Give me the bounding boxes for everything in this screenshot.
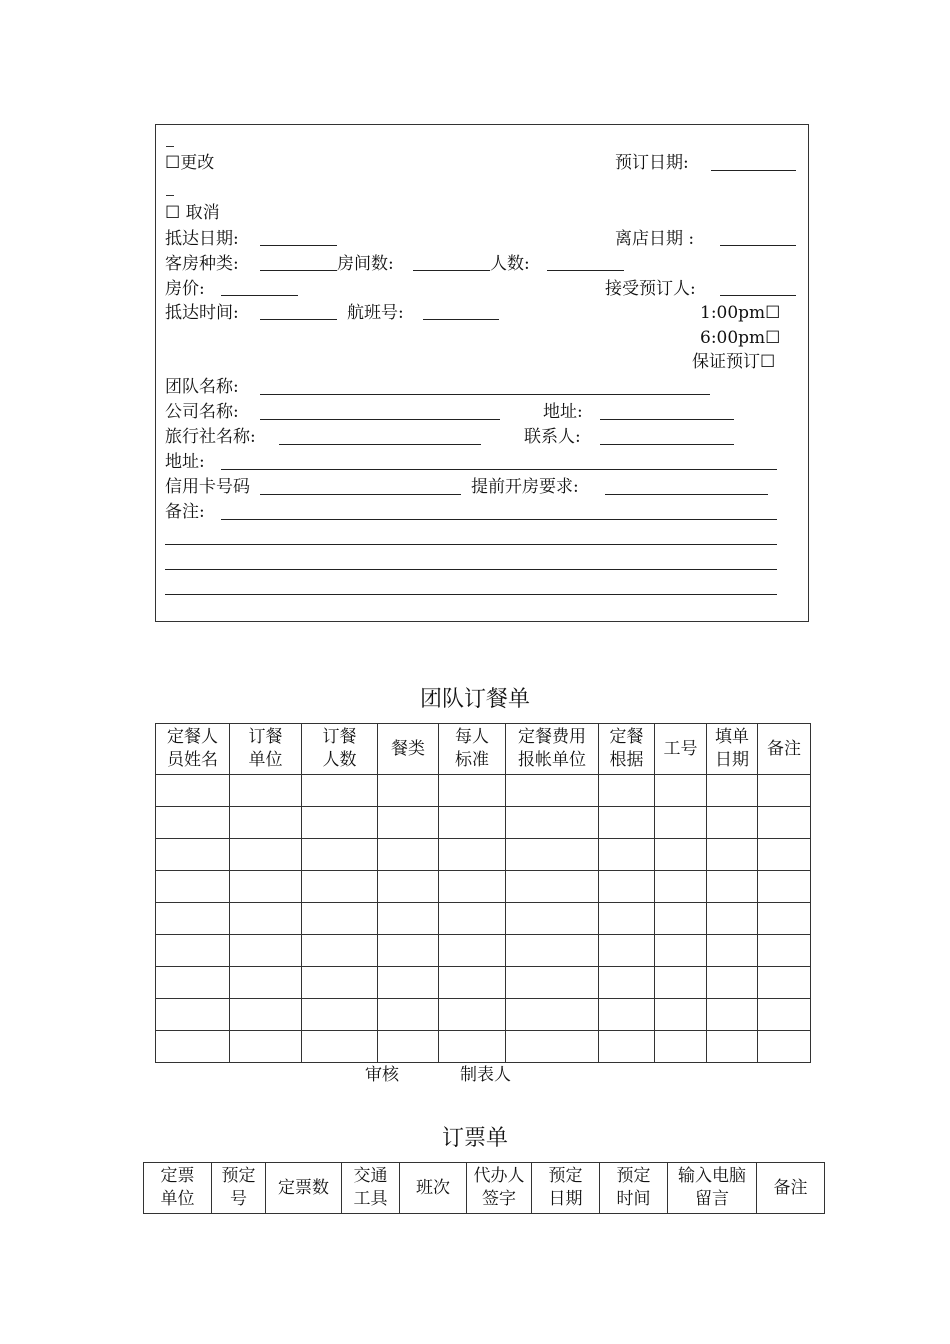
ticket-header-row [144, 1163, 825, 1214]
meal-col-header [302, 724, 378, 775]
table-cell[interactable] [506, 999, 599, 1031]
table-cell[interactable] [707, 807, 758, 839]
table-cell[interactable] [655, 999, 707, 1031]
table-cell[interactable] [378, 871, 439, 903]
table-cell[interactable] [758, 967, 811, 999]
table-cell[interactable] [302, 935, 378, 967]
table-cell[interactable] [230, 871, 302, 903]
table-cell[interactable] [302, 903, 378, 935]
table-cell[interactable] [707, 871, 758, 903]
table-cell[interactable] [506, 839, 599, 871]
meal-header-line: 工号 [663, 738, 698, 759]
ticket-col-header [532, 1163, 600, 1214]
ticket-header-line: 备注 [773, 1177, 808, 1198]
rate-field[interactable] [221, 295, 298, 296]
ticket-order-title: 订票单 [441, 1126, 508, 1151]
departure-date-label: 离店日期 : [615, 229, 695, 249]
travel-agency-label: 旅行社名称: [165, 427, 256, 447]
ticket-col-header [400, 1163, 467, 1214]
meal-header-line: 报帐单位 [518, 750, 586, 770]
group-name-label: 团队名称: [165, 377, 239, 397]
table-cell[interactable] [506, 1031, 599, 1063]
ticket-col-header [600, 1163, 668, 1214]
meal-header-line: 根据 [609, 750, 644, 770]
table-cell[interactable] [302, 967, 378, 999]
table-cell[interactable] [707, 903, 758, 935]
table-cell[interactable] [378, 935, 439, 967]
rate-label: 房价: [165, 279, 205, 299]
booking-date-label: 预订日期: [615, 153, 689, 173]
table-cell[interactable] [439, 935, 506, 967]
table-row [156, 903, 811, 935]
meal-header-row [156, 724, 811, 775]
table-row [156, 967, 811, 999]
address-label: 地址: [543, 402, 583, 422]
meal-header-line: 订餐 [248, 727, 283, 747]
table-cell[interactable] [439, 967, 506, 999]
reviewer-label: 审核 [365, 1065, 399, 1085]
table-cell[interactable] [707, 935, 758, 967]
ticket-order-table [143, 1162, 825, 1214]
table-cell[interactable] [655, 935, 707, 967]
table-cell[interactable] [655, 839, 707, 871]
table-row [156, 807, 811, 839]
group-name-field[interactable] [260, 394, 710, 395]
company-name-label: 公司名称: [165, 402, 239, 422]
table-cell[interactable] [156, 1031, 230, 1063]
table-row [156, 1031, 811, 1063]
travel-agency-field[interactable] [279, 444, 481, 445]
table-cell[interactable] [378, 999, 439, 1031]
table-cell[interactable] [655, 1031, 707, 1063]
booked-by-field[interactable] [720, 295, 796, 296]
arrival-date-label: 抵达日期: [165, 229, 239, 249]
credit-card-field[interactable] [260, 494, 461, 495]
meal-header-line: 填单 [715, 727, 749, 747]
table-cell[interactable] [302, 999, 378, 1031]
meal-order-title: 团队订餐单 [419, 687, 530, 712]
table-cell[interactable] [655, 967, 707, 999]
table-cell[interactable] [506, 903, 599, 935]
meal-header-line: 日期 [715, 750, 749, 770]
table-cell[interactable] [758, 999, 811, 1031]
table-cell[interactable] [156, 871, 230, 903]
arrival-time-label: 抵达时间: [165, 303, 239, 323]
table-cell[interactable] [230, 839, 302, 871]
guest-count-label: 人数: [490, 254, 530, 274]
arrival-date-field[interactable] [260, 245, 337, 246]
table-cell[interactable] [707, 775, 758, 807]
remarks-line[interactable] [165, 594, 777, 595]
table-row [156, 999, 811, 1031]
meal-col-header [156, 724, 230, 775]
room-type-field[interactable] [260, 270, 337, 271]
table-cell[interactable] [758, 871, 811, 903]
ticket-header-line: 预定 [548, 1166, 583, 1186]
ticket-header-line: 交通 [353, 1166, 388, 1186]
ticket-header-line: 留言 [695, 1189, 729, 1209]
table-cell[interactable] [378, 807, 439, 839]
table-cell[interactable] [758, 903, 811, 935]
ticket-header-line: 预定 [221, 1166, 256, 1186]
table-cell[interactable] [758, 935, 811, 967]
table-cell[interactable] [758, 775, 811, 807]
table-cell[interactable] [599, 839, 655, 871]
table-cell[interactable] [439, 839, 506, 871]
meal-header-line: 每人 [455, 727, 489, 747]
table-cell[interactable] [599, 871, 655, 903]
meal-col-header [599, 724, 655, 775]
table-cell[interactable] [230, 903, 302, 935]
table-cell[interactable] [439, 775, 506, 807]
ticket-header-line: 工具 [353, 1189, 388, 1209]
meal-header-line: 单位 [248, 750, 283, 770]
table-cell[interactable] [439, 999, 506, 1031]
cancel-checkbox[interactable]: ☐ 取消 [165, 203, 220, 223]
ticket-header-line: 定票 [160, 1166, 195, 1186]
table-cell[interactable] [599, 903, 655, 935]
ticket-col-header [342, 1163, 400, 1214]
ticket-header-line: 单位 [160, 1189, 195, 1209]
table-cell[interactable] [302, 871, 378, 903]
table-cell[interactable] [230, 775, 302, 807]
table-cell[interactable] [599, 775, 655, 807]
ticket-col-header [212, 1163, 266, 1214]
table-cell[interactable] [302, 775, 378, 807]
table-cell[interactable] [302, 839, 378, 871]
table-cell[interactable] [378, 1031, 439, 1063]
credit-card-label: 信用卡号码 [165, 477, 250, 497]
meal-header-line: 定餐费用 [518, 727, 586, 747]
address-field[interactable] [600, 419, 734, 420]
table-row [156, 871, 811, 903]
table-cell[interactable] [156, 967, 230, 999]
ticket-header-line: 输入电脑 [678, 1166, 746, 1186]
contact-field[interactable] [600, 444, 734, 445]
meal-col-header [758, 724, 811, 775]
table-cell[interactable] [655, 775, 707, 807]
remarks-line[interactable] [165, 569, 777, 570]
table-cell[interactable] [707, 839, 758, 871]
table-cell[interactable] [439, 903, 506, 935]
flight-no-label: 航班号: [347, 303, 404, 323]
table-cell[interactable] [230, 935, 302, 967]
guaranteed-checkbox[interactable]: 保证预订☐ [692, 352, 776, 372]
ticket-header-line: 号 [230, 1189, 247, 1209]
meal-col-header [230, 724, 302, 775]
table-cell[interactable] [506, 967, 599, 999]
address-field-2[interactable] [221, 469, 777, 470]
table-row [156, 839, 811, 871]
change-checkbox[interactable]: ☐更改 [165, 153, 215, 173]
table-cell[interactable] [156, 775, 230, 807]
room-count-field[interactable] [413, 270, 490, 271]
table-cell[interactable] [599, 999, 655, 1031]
ticket-header-line: 时间 [616, 1189, 651, 1209]
table-cell[interactable] [156, 903, 230, 935]
tick-mark [166, 146, 174, 147]
table-cell[interactable] [506, 871, 599, 903]
option-1pm-checkbox[interactable]: 1:00pm☐ [700, 303, 781, 323]
table-cell[interactable] [655, 807, 707, 839]
remarks-line[interactable] [165, 544, 777, 545]
booked-by-label: 接受预订人: [605, 279, 696, 299]
meal-header-line: 标准 [455, 750, 489, 770]
table-cell[interactable] [439, 807, 506, 839]
guest-count-field[interactable] [547, 270, 624, 271]
ticket-col-header [266, 1163, 342, 1214]
ticket-header-line: 班次 [416, 1177, 450, 1198]
table-cell[interactable] [506, 935, 599, 967]
booking-date-field[interactable] [711, 170, 796, 171]
table-cell[interactable] [230, 999, 302, 1031]
remarks-field[interactable] [221, 519, 777, 520]
table-cell[interactable] [758, 1031, 811, 1063]
meal-header-line: 员姓名 [167, 750, 218, 770]
table-cell[interactable] [378, 967, 439, 999]
meal-col-header [707, 724, 758, 775]
table-cell[interactable] [758, 839, 811, 871]
departure-date-field[interactable] [720, 245, 796, 246]
meal-header-line: 订餐 [322, 727, 357, 747]
table-cell[interactable] [378, 839, 439, 871]
room-count-label: 房间数: [337, 254, 394, 274]
meal-header-line: 人数 [322, 750, 357, 770]
meal-header-line: 定餐人 [167, 727, 218, 747]
table-cell[interactable] [655, 903, 707, 935]
table-cell[interactable] [758, 807, 811, 839]
ticket-header-line: 预定 [616, 1166, 651, 1186]
arrival-time-field[interactable] [260, 319, 337, 320]
early-checkin-field[interactable] [605, 494, 768, 495]
table-cell[interactable] [599, 967, 655, 999]
table-cell[interactable] [302, 807, 378, 839]
ticket-col-header [144, 1163, 212, 1214]
ticket-header-line: 代办人 [473, 1166, 525, 1186]
meal-header-line: 定餐 [609, 727, 644, 747]
ticket-header-line: 日期 [548, 1189, 583, 1209]
meal-col-header [439, 724, 506, 775]
table-cell[interactable] [599, 807, 655, 839]
meal-col-header [378, 724, 439, 775]
company-name-field[interactable] [260, 419, 500, 420]
table-cell[interactable] [707, 1031, 758, 1063]
meal-order-table [155, 723, 811, 1063]
tick-mark [166, 195, 174, 196]
table-cell[interactable] [230, 807, 302, 839]
table-cell[interactable] [599, 1031, 655, 1063]
table-cell[interactable] [506, 807, 599, 839]
table-cell[interactable] [302, 1031, 378, 1063]
table-cell[interactable] [230, 967, 302, 999]
table-cell[interactable] [655, 871, 707, 903]
table-cell[interactable] [599, 935, 655, 967]
table-cell[interactable] [439, 1031, 506, 1063]
meal-col-header [655, 724, 707, 775]
table-cell[interactable] [378, 775, 439, 807]
table-cell[interactable] [230, 1031, 302, 1063]
table-row [156, 935, 811, 967]
option-6pm-checkbox[interactable]: 6:00pm☐ [700, 328, 781, 348]
table-cell[interactable] [156, 999, 230, 1031]
table-cell[interactable] [707, 999, 758, 1031]
meal-col-header [506, 724, 599, 775]
ticket-header-line: 签字 [482, 1189, 516, 1209]
room-type-label: 客房种类: [165, 254, 239, 274]
early-checkin-label: 提前开房要求: [471, 477, 579, 497]
preparer-label: 制表人 [460, 1065, 511, 1085]
table-cell[interactable] [156, 807, 230, 839]
contact-label: 联系人: [524, 427, 581, 447]
table-cell[interactable] [378, 903, 439, 935]
flight-no-field[interactable] [423, 319, 499, 320]
meal-header-line: 餐类 [391, 738, 425, 759]
address-label-2: 地址: [165, 452, 205, 472]
ticket-col-header [668, 1163, 757, 1214]
table-cell[interactable] [707, 967, 758, 999]
table-cell[interactable] [506, 775, 599, 807]
ticket-header-line: 定票数 [278, 1177, 329, 1198]
table-cell[interactable] [156, 839, 230, 871]
table-row [156, 775, 811, 807]
ticket-col-header [467, 1163, 532, 1214]
remarks-label: 备注: [165, 502, 205, 522]
reservation-form [155, 124, 809, 622]
ticket-col-header [757, 1163, 825, 1214]
table-cell[interactable] [156, 935, 230, 967]
meal-header-line: 备注 [767, 738, 801, 759]
table-cell[interactable] [439, 871, 506, 903]
